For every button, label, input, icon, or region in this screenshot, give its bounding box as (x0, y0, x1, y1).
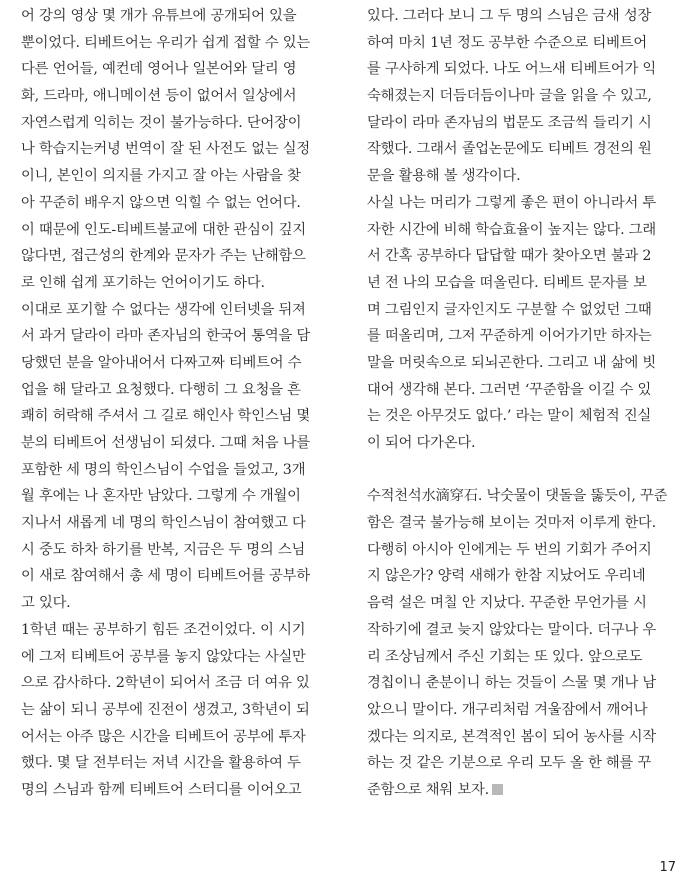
section-break (367, 457, 677, 484)
text-line: 하여 마치 1년 정도 공부한 수준으로 티베트어 (367, 34, 647, 51)
text-line: 업을 해 달라고 요청했다. 다행히 그 요청을 흔 (21, 381, 301, 398)
text-line: 수적천석水滴穿石. 낙숫물이 댓돌을 뚫듯이, 꾸준 (367, 488, 668, 505)
text-line: 준함으로 채워 보자. (367, 777, 677, 804)
text-line: 어 강의 영상 몇 개가 유튜브에 공개되어 있을 (21, 8, 297, 24)
text-line: 작했다. 그래서 졸업논문에도 티베트 경전의 원 (367, 141, 652, 158)
text-line: 하는 것 같은 기분으로 우리 모두 올 한 해를 꾸 (367, 755, 652, 772)
text-line: 년 전 나의 모습을 떠올린다. 티베트 문자를 보 (367, 274, 647, 291)
text-line: 월 후에는 나 혼자만 남았다. 그렇게 수 개월이 (21, 488, 301, 505)
text-line: 서 과거 달라이 라마 존자님의 한국어 통역을 담 (21, 328, 311, 345)
text-line: 나 학습지는커녕 번역이 잘 된 사전도 없는 실정 (21, 141, 311, 158)
text-line: 자한 시간에 비해 학습효율이 높지는 않다. 그래 (367, 221, 657, 238)
text-line: 는 것은 아무것도 없다.’ 라는 말이 체험적 진실 (367, 408, 652, 425)
left-column (21, 3, 331, 804)
text-line: 서 간혹 공부하다 답답할 때가 찾아오면 불과 2 (367, 248, 652, 265)
text-line: 당했던 분을 알아내어서 다짜고짜 티베트어 수 (21, 354, 302, 371)
text-line: 겠다는 의지로, 본격적인 봄이 되어 농사를 시작 (367, 728, 657, 745)
text-line: 달라이 라마 존자님의 법문도 조금씩 들리기 시 (367, 114, 652, 131)
text-line: 작하기에 결코 늦지 않았다는 말이다. 더구나 우 (367, 621, 657, 638)
text-line: 를 구사하게 되었다. 나도 어느새 티베트어가 익 (367, 61, 657, 78)
text-line: 아 꾸준히 배우지 않으면 익힐 수 없는 언어다. (21, 194, 301, 211)
text-line: 분의 티베트어 선생님이 되셨다. 그때 처음 나를 (21, 435, 311, 451)
text-line: 시 중도 하차 하기를 반복, 지금은 두 명의 스님 (21, 541, 306, 558)
text-line: 며 그림인지 글자인지도 구분할 수 없었던 그때 (367, 301, 652, 318)
text-line: 않다면, 접근성의 한계와 문자가 주는 난해함으 (21, 248, 306, 265)
text-line: 쾌히 허락해 주셔서 그 길로 해인사 학인스님 몇 (21, 408, 311, 425)
text-line: 자연스럽게 익히는 것이 불가능하다. 단어장이 (21, 114, 302, 131)
text-line: 리 조상님께서 주신 기회는 또 있다. 앞으로도 (367, 648, 643, 665)
text-line: 문을 활용해 볼 생각이다. (367, 168, 521, 185)
text-line: 숙해졌는지 더듬더듬이나마 글을 읽을 수 있고, (367, 88, 652, 105)
text-line: 이 때문에 인도-티베트불교에 대한 관심이 깊지 (21, 221, 306, 238)
text-line: 는 삶이 되니 공부에 진전이 생겼고, 3학년이 되 (21, 701, 310, 718)
text-line: 에 그저 티베트어 공부를 놓지 않았다는 사실만 (21, 648, 306, 665)
text-line: 로 인해 쉽게 포기하는 언어이기도 하다. (21, 274, 265, 291)
text-line: 음력 설은 며칠 안 지났다. 꾸준한 무언가를 시 (367, 595, 647, 612)
text-line: 지 않은가? 양력 새해가 한참 지났어도 우리네 (367, 568, 646, 585)
text-line: 다행히 아시아 인에게는 두 번의 기회가 주어지 (367, 541, 652, 558)
text-line: 화, 드라마, 애니메이션 등이 없어서 일상에서 (21, 88, 297, 105)
text-line: 명의 스님과 함께 티베트어 스터디를 이어오고 (21, 781, 302, 798)
end-mark-icon (492, 784, 503, 795)
page-number: 17 (659, 860, 676, 875)
right-column-paragraphs-1 (367, 3, 677, 457)
text-line: 이니, 본인이 의지를 가지고 잘 아는 사람을 찾 (21, 168, 301, 185)
text-line: 사실 나는 머리가 그렇게 좋은 편이 아니라서 투 (367, 194, 657, 211)
right-column (367, 3, 677, 804)
text-line: 이 새로 참여해서 총 세 명이 티베트어를 공부하 (21, 568, 311, 585)
text-line: 았으니 말이다. 개구리처럼 겨울잠에서 깨어나 (367, 701, 648, 718)
text-line: 고 있다. (21, 595, 71, 612)
text-line: 1학년 때는 공부하기 힘든 조건이었다. 이 시기 (21, 621, 306, 638)
text-line: 대어 생각해 본다. 그러면 ‘꾸준함을 이길 수 있 (367, 381, 652, 398)
text-line: 지나서 새롭게 네 명의 학인스님이 참여했고 다 (21, 515, 306, 532)
text-line: 이 되어 다가온다. (367, 435, 476, 451)
text-line: 포함한 세 명의 학인스님이 수업을 들었고, 3개 (21, 461, 306, 478)
text-line: 이대로 포기할 수 없다는 생각에 인터넷을 뒤져 (21, 301, 306, 318)
text-line: 으로 감사하다. 2학년이 되어서 조금 더 여유 있 (21, 675, 310, 692)
text-line: 있다. 그러다 보니 그 두 명의 스님은 금새 성장 (367, 8, 652, 24)
text-line: 말을 머릿속으로 되뇌곤한다. 그리고 내 삶에 빗 (367, 354, 657, 371)
text-line: 어서는 아주 많은 시간을 티베트어 공부에 투자 (21, 728, 306, 745)
text-line: 뿐이었다. 티베트어는 우리가 쉽게 접할 수 있는 (21, 34, 311, 51)
text-line: 다른 언어들, 예컨데 영어나 일본어와 달리 영 (21, 61, 297, 78)
text-line: 했다. 몇 달 전부터는 저녁 시간을 활용하여 두 (21, 755, 301, 772)
right-column-paragraphs-2 (367, 483, 677, 803)
text-line: 를 떠올리며, 그저 꾸준하게 이어가기만 하자는 (367, 328, 652, 345)
text-line: 함은 결국 불가능해 보이는 것마저 이루게 한다. (367, 515, 657, 532)
text-line: 경칩이니 춘분이니 하는 것들이 스물 몇 개나 남 (367, 675, 657, 692)
